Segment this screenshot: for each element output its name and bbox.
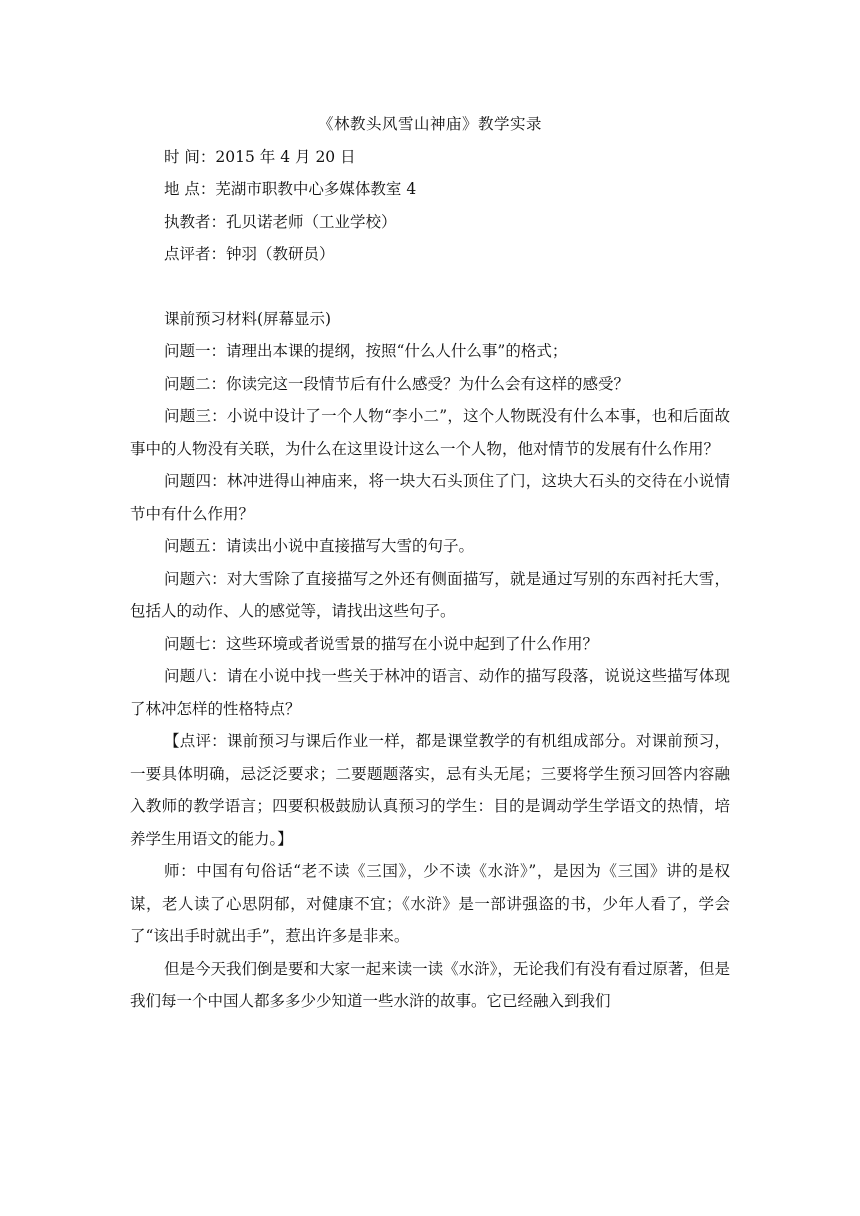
document-content <box>130 108 730 1018</box>
question-4: 问题四：林冲进得山神庙来，将一块大石头顶住了门，这块大石头的交待在小说情节中有什么作用？ <box>130 472 730 523</box>
body-paragraph-2: 但是今天我们倒是要和大家一起来读一读《水浒》，无论我们有没有看过原著，但是我们每一个中国人都多多少少知道一些水浒的故事。它已经融入到我们 <box>130 959 730 1010</box>
question-6: 问题六：对大雪除了直接描写之外还有侧面描写，就是通过写别的东西衬托大雪，包括人的动作、人的感觉等，请找出这些句子。 <box>130 569 730 620</box>
reviewer-comment: 【点评：课前预习与课后作业一样，都是课堂教学的有机组成部分。对课前预习，一要具体明确，忌泛泛要求；二要题题落实，忌有头无尾；三要将学生预习回答内容融入教师的教学语言；四要积极鼓励认真预习的学生：目的是调动学生学语文的热情，培养学生用语文的能力。】 <box>130 732 730 848</box>
meta-teacher: 执教者：孔贝诺老师（工业学校） <box>164 212 397 231</box>
section-gap <box>130 271 730 303</box>
document-title: 《林教头风雪山神庙》教学实录 <box>317 115 542 133</box>
body-paragraph-1: 师：中国有句俗话“老不读《三国》，少不读《水浒》”，是因为《三国》讲的是权谋，老人读了心思阴郁，对健康不宜；《水浒》是一部讲强盗的书，少年人看了，学会了“该出手时就出手”，惹出许多是非来。 <box>130 862 730 945</box>
preview-heading: 课前预习材料(屏幕显示) <box>164 309 332 328</box>
question-8: 问题八：请在小说中找一些关于林冲的语言、动作的描写段落，说说这些描写体现了林冲怎样的性格特点？ <box>130 667 730 718</box>
question-5: 问题五：请读出小说中直接描写大雪的句子。 <box>164 537 475 555</box>
meta-time: 时 间：2015 年 4 月 20 日 <box>164 147 356 166</box>
question-7: 问题七：这些环境或者说雪景的描写在小说中起到了什么作用？ <box>164 634 599 653</box>
meta-place: 地 点：芜湖市职教中心多媒体教室 4 <box>164 180 417 198</box>
question-1: 问题一：请理出本课的提纲，按照“什么人什么事”的格式； <box>164 342 568 360</box>
meta-reviewer: 点评者：钟羽（教研员） <box>164 245 335 263</box>
question-2: 问题二：你读完这一段情节后有什么感受？为什么会有这样的感受？ <box>164 374 630 393</box>
question-3: 问题三：小说中设计了一个人物“李小二”，这个人物既没有什么本事，也和后面故事中的人物没有关联，为什么在这里设计这么一个人物，他对情节的发展有什么作用？ <box>130 407 730 458</box>
